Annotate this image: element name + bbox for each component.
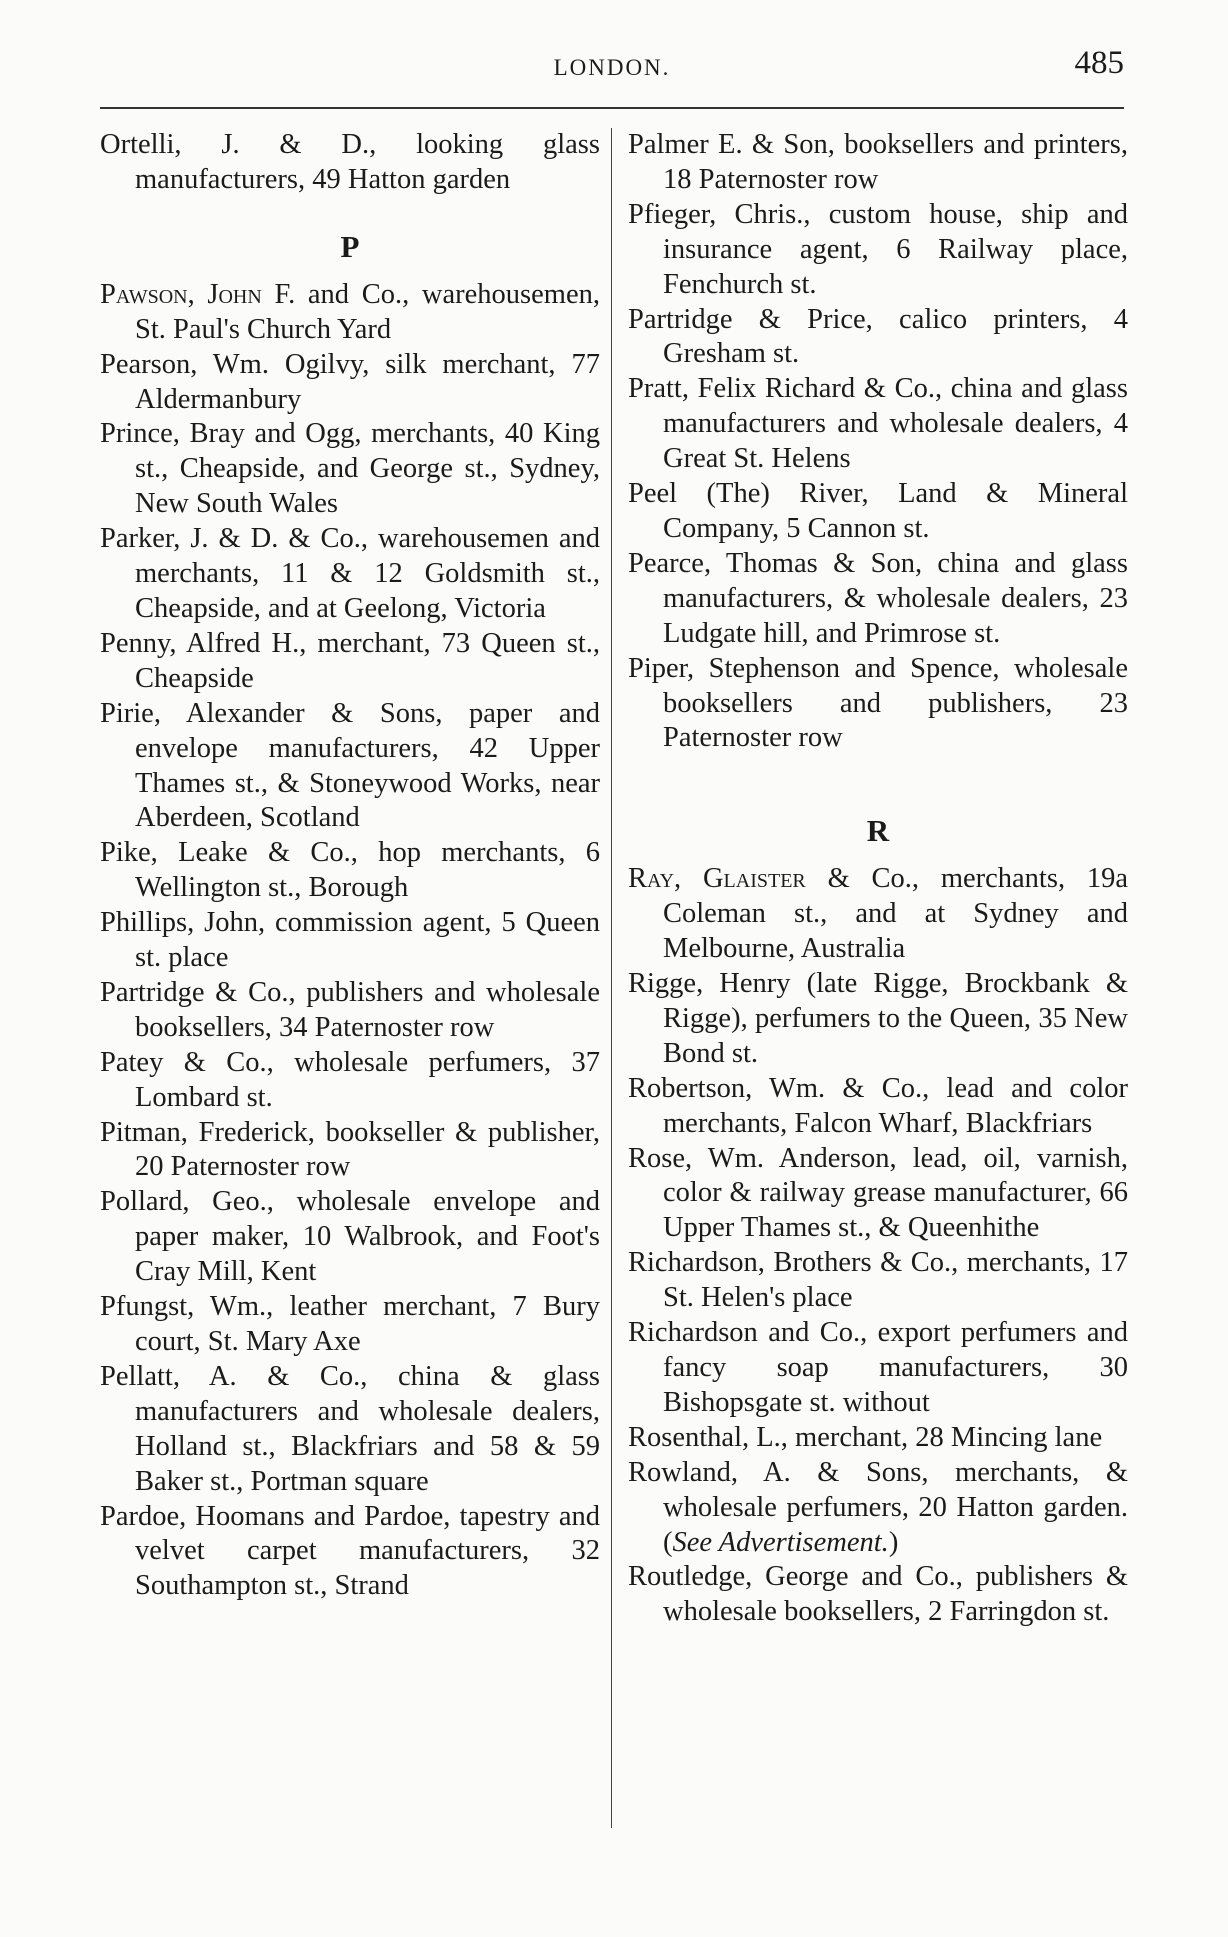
directory-entry: Richardson, Brothers & Co., merchants, 17 St. Helen's place: [628, 1247, 1128, 1314]
entry-name: Pawson, John F.: [100, 278, 296, 310]
directory-entry: Pfieger, Chris., custom house, ship and insurance agent, 6 Railway place, Fenchurch st.: [628, 198, 1128, 300]
entry-text: and Co., warehousemen, St. Paul's Church Yard: [135, 278, 600, 345]
directory-entry: Piper, Stephenson and Spence, wholesale booksellers and publishers, 23 Paternoster row: [628, 652, 1128, 754]
directory-entry: Phillips, John, commission agent, 5 Queen st. place: [100, 907, 600, 974]
directory-entry: Partridge & Co., publishers and wholesale booksellers, 34 Paternoster row: [100, 976, 600, 1043]
right-column: [628, 128, 1128, 1630]
section-letter-p: P: [340, 228, 360, 264]
column-divider: [611, 128, 612, 1828]
directory-entry: Rose, Wm. Anderson, lead, oil, varnish, color & railway grease manufacturer, 66 Upper Thames st., & Queenhithe: [628, 1142, 1128, 1244]
page-number: 485: [1074, 45, 1124, 81]
directory-entry: Routledge, George and Co., publishers & wholesale booksellers, 2 Farringdon st.: [628, 1561, 1128, 1628]
directory-entry: Robertson, Wm. & Co., lead and color merchants, Falcon Wharf, Blackfriars: [628, 1072, 1128, 1139]
directory-entry: Pfungst, Wm., leather merchant, 7 Bury court, St. Mary Axe: [100, 1291, 600, 1357]
advertisement-note: See Advertisement.: [672, 1526, 889, 1558]
directory-entry: Palmer E. & Son, booksellers and printers, 18 Paternoster row: [628, 129, 1128, 195]
page-header: [100, 45, 1124, 95]
directory-entry: Penny, Alfred H., merchant, 73 Queen st., Cheapside: [100, 627, 600, 694]
directory-entry: [628, 1456, 1128, 1561]
directory-entry: Patey & Co., wholesale perfumers, 37 Lombard st.: [100, 1046, 600, 1113]
directory-entry: Pratt, Felix Richard & Co., china and glass manufacturers and wholesale dealers, 4 Great St. Helens: [628, 373, 1128, 475]
directory-entry: Ortelli, J. & D., looking glass manufacturers, 49 Hatton garden: [100, 129, 600, 195]
directory-entry: Parker, J. & D. & Co., warehousemen and merchants, 11 & 12 Goldsmith st., Cheapside, and at Geelong, Victoria: [100, 523, 600, 624]
directory-entry: Richardson and Co., export perfumers and fancy soap manufacturers, 30 Bishopsgate st. without: [628, 1317, 1128, 1418]
entry-name: Ray, Glaister: [628, 863, 806, 895]
entry-text: & Co., merchants, 19a Coleman st., and at Sydney and Melbourne, Australia: [663, 863, 1129, 965]
directory-entry: Pearce, Thomas & Son, china and glass manufacturers, & wholesale dealers, 23 Ludgate hill, and Primrose st.: [628, 547, 1128, 649]
entry-text-close: ): [888, 1526, 899, 1558]
directory-entry: Pitman, Frederick, bookseller & publisher, 20 Paternoster row: [100, 1116, 600, 1183]
directory-entry: [100, 278, 600, 348]
directory-entry: Peel (The) River, Land & Mineral Company, 5 Cannon st.: [628, 478, 1128, 544]
directory-entry: Pardoe, Hoomans and Pardoe, tapestry and velvet carpet manufacturers, 32 Southampton st., Strand: [100, 1500, 600, 1602]
directory-entry: Pike, Leake & Co., hop merchants, 6 Wellington st., Borough: [100, 837, 600, 904]
directory-entry: Pollard, Geo., wholesale envelope and paper maker, 10 Walbrook, and Foot's Cray Mill, Kent: [100, 1186, 600, 1288]
directory-entry: Rosenthal, L., merchant, 28 Mincing lane: [628, 1421, 1103, 1453]
header-rule: [100, 107, 1124, 109]
directory-entry: Partridge & Price, calico printers, 4 Gresham st.: [628, 303, 1128, 370]
directory-entry: Pirie, Alexander & Sons, paper and envelope manufacturers, 42 Upper Thames st., & Stoneywood Works, near Aberdeen, Scotland: [100, 697, 600, 834]
running-title: LONDON.: [553, 55, 671, 80]
entry-text: Rowland, A. & Sons, merchants, & wholesale perfumers, 20 Hatton garden. (: [628, 1456, 1128, 1558]
directory-entry: Rigge, Henry (late Rigge, Brockbank & Rigge), perfumers to the Queen, 35 New Bond st.: [628, 968, 1128, 1069]
section-letter-r: R: [866, 813, 890, 849]
directory-entry: Pearson, Wm. Ogilvy, silk merchant, 77 Aldermanbury: [100, 348, 600, 415]
directory-entry: Prince, Bray and Ogg, merchants, 40 King st., Cheapside, and George st., Sydney, New South Wales: [100, 418, 600, 520]
left-column: [100, 128, 600, 1604]
directory-entry: Pellatt, A. & Co., china & glass manufacturers and wholesale dealers, Holland st., Blackfriars and 58 & 59 Baker st., Portman square: [100, 1360, 600, 1497]
directory-entry: [628, 862, 1128, 967]
